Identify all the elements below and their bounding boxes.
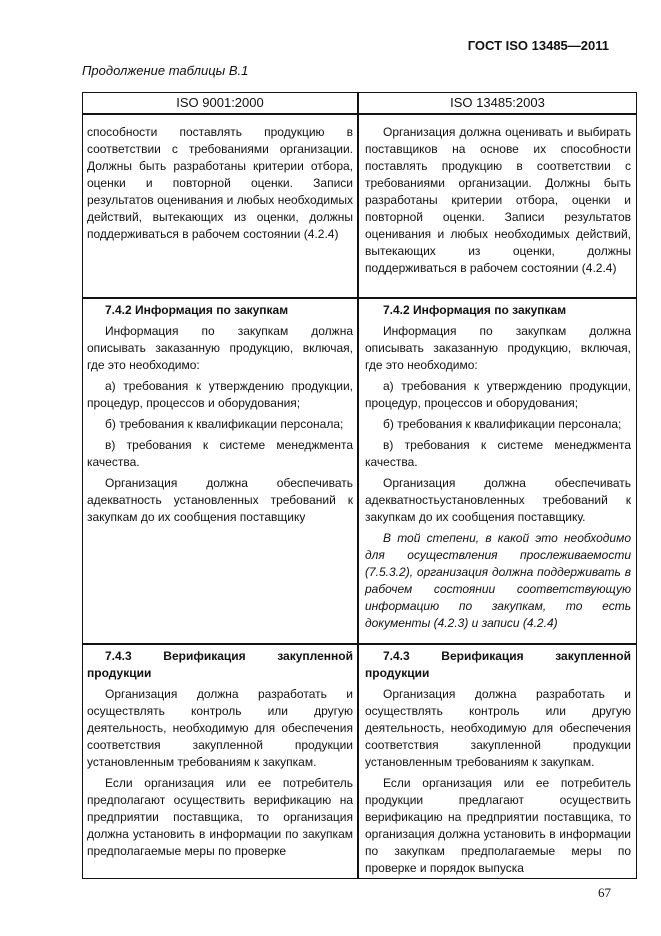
row-3-left-cell (87, 648, 353, 864)
row-divider (83, 113, 636, 115)
paragraph: Организация должна оценивать и выбирать поставщиков на основе их способности поставлять продукцию в соответствии с требованиями организации. Должны быть разработаны критерии отбора, оценки и повторной оценки. Записи результатов оценивания и любых необходимых действий, вытекающих из оценки, должны поддерживаться в рабочем состоянии (4.2.4) (365, 125, 631, 275)
paragraph: Если организация или ее потребитель предполагают осуществить верификацию на предприятии поставщика, то организация должна установить в информации по закупкам предполагаемые меры по проверке (87, 776, 353, 858)
paragraph: Организация должна обеспечивать адекватностьустановленных требований к закупкам до их сообщения поставщику. (365, 476, 631, 524)
row-divider (83, 643, 636, 645)
column-header-right: ISO 13485:2003 (450, 95, 545, 110)
paragraph: б) требования к квалификации персонала; (105, 417, 344, 431)
paragraph: в) требования к системе менеджмента качества. (87, 438, 353, 469)
document-standard-code: ГОСТ ISO 13485—2011 (467, 38, 609, 53)
column-header-left: ISO 9001:2000 (176, 95, 264, 110)
paragraph: способности поставлять продукцию в соответствии с требованиями организации. Должны быть разработаны критерии отбора, оценки и повторной оценки. Записи результатов оценивания и любых необходимых действий, вытекающих из оценки, должны поддерживаться в рабочем состоянии (4.2.4) (87, 125, 353, 241)
paragraph: Если организация или ее потребитель продукции предлагают осуществить верификацию на предприятии поставщика, то организация должна установить в информации по закупкам предполагаемые меры по проверке и порядок выпуска (365, 776, 631, 875)
comparison-table (82, 92, 637, 879)
column-divider (357, 93, 359, 878)
paragraph: Организация должна разработать и осуществлять контроль или другую деятельность, необходимую для обеспечения соответствия закупленной продукции установленным требованиям к закупкам. (87, 687, 353, 769)
row-3-right-cell (365, 648, 631, 881)
paragraph: Информация по закупкам должна описывать заказанную продукцию, включая, где это необходимо: (87, 324, 353, 372)
paragraph: Организация должна обеспечивать адекватность установленных требований к закупкам до их сообщения поставщику (87, 476, 353, 524)
row-2-right-cell (365, 302, 631, 636)
page-number: 67 (598, 885, 611, 900)
section-heading: 7.4.3 Верификация закупленной продукции (365, 649, 631, 680)
row-2-left-cell (87, 302, 353, 530)
paragraph: а) требования к утверждению продукции, процедур, процессов и оборудования; (87, 379, 353, 410)
paragraph: Организация должна разработать и осуществлять контроль или другую деятельность, необходимую для обеспечения соответствия закупленной продукции установленным требованиям к закупкам. (365, 687, 631, 769)
paragraph: Информация по закупкам должна описывать заказанную продукцию, включая, где это необходимо: (365, 324, 631, 372)
table-caption: Продолжение таблицы В.1 (82, 63, 249, 78)
row-1-right-cell (365, 124, 631, 281)
row-1-left-cell (87, 124, 353, 247)
section-heading: 7.4.3 Верификация закупленной продукции (87, 649, 353, 680)
section-heading: 7.4.2 Информация по закупкам (383, 303, 567, 317)
paragraph: в) требования к системе менеджмента качества. (365, 438, 631, 469)
paragraph: б) требования к квалификации персонала; (383, 417, 622, 431)
section-heading: 7.4.2 Информация по закупкам (105, 303, 289, 317)
paragraph: а) требования к утверждению продукции, процедур, процессов и оборудования; (365, 379, 631, 410)
italic-paragraph: В той степени, в какой это необходимо для осуществления прослеживаемости (7.5.3.2), организация должна поддерживать в рабочем состоянии соответствующую информацию по закупкам, то есть документы (4.2.3) и записи (4.2.4) (365, 531, 631, 630)
row-divider (83, 297, 636, 299)
